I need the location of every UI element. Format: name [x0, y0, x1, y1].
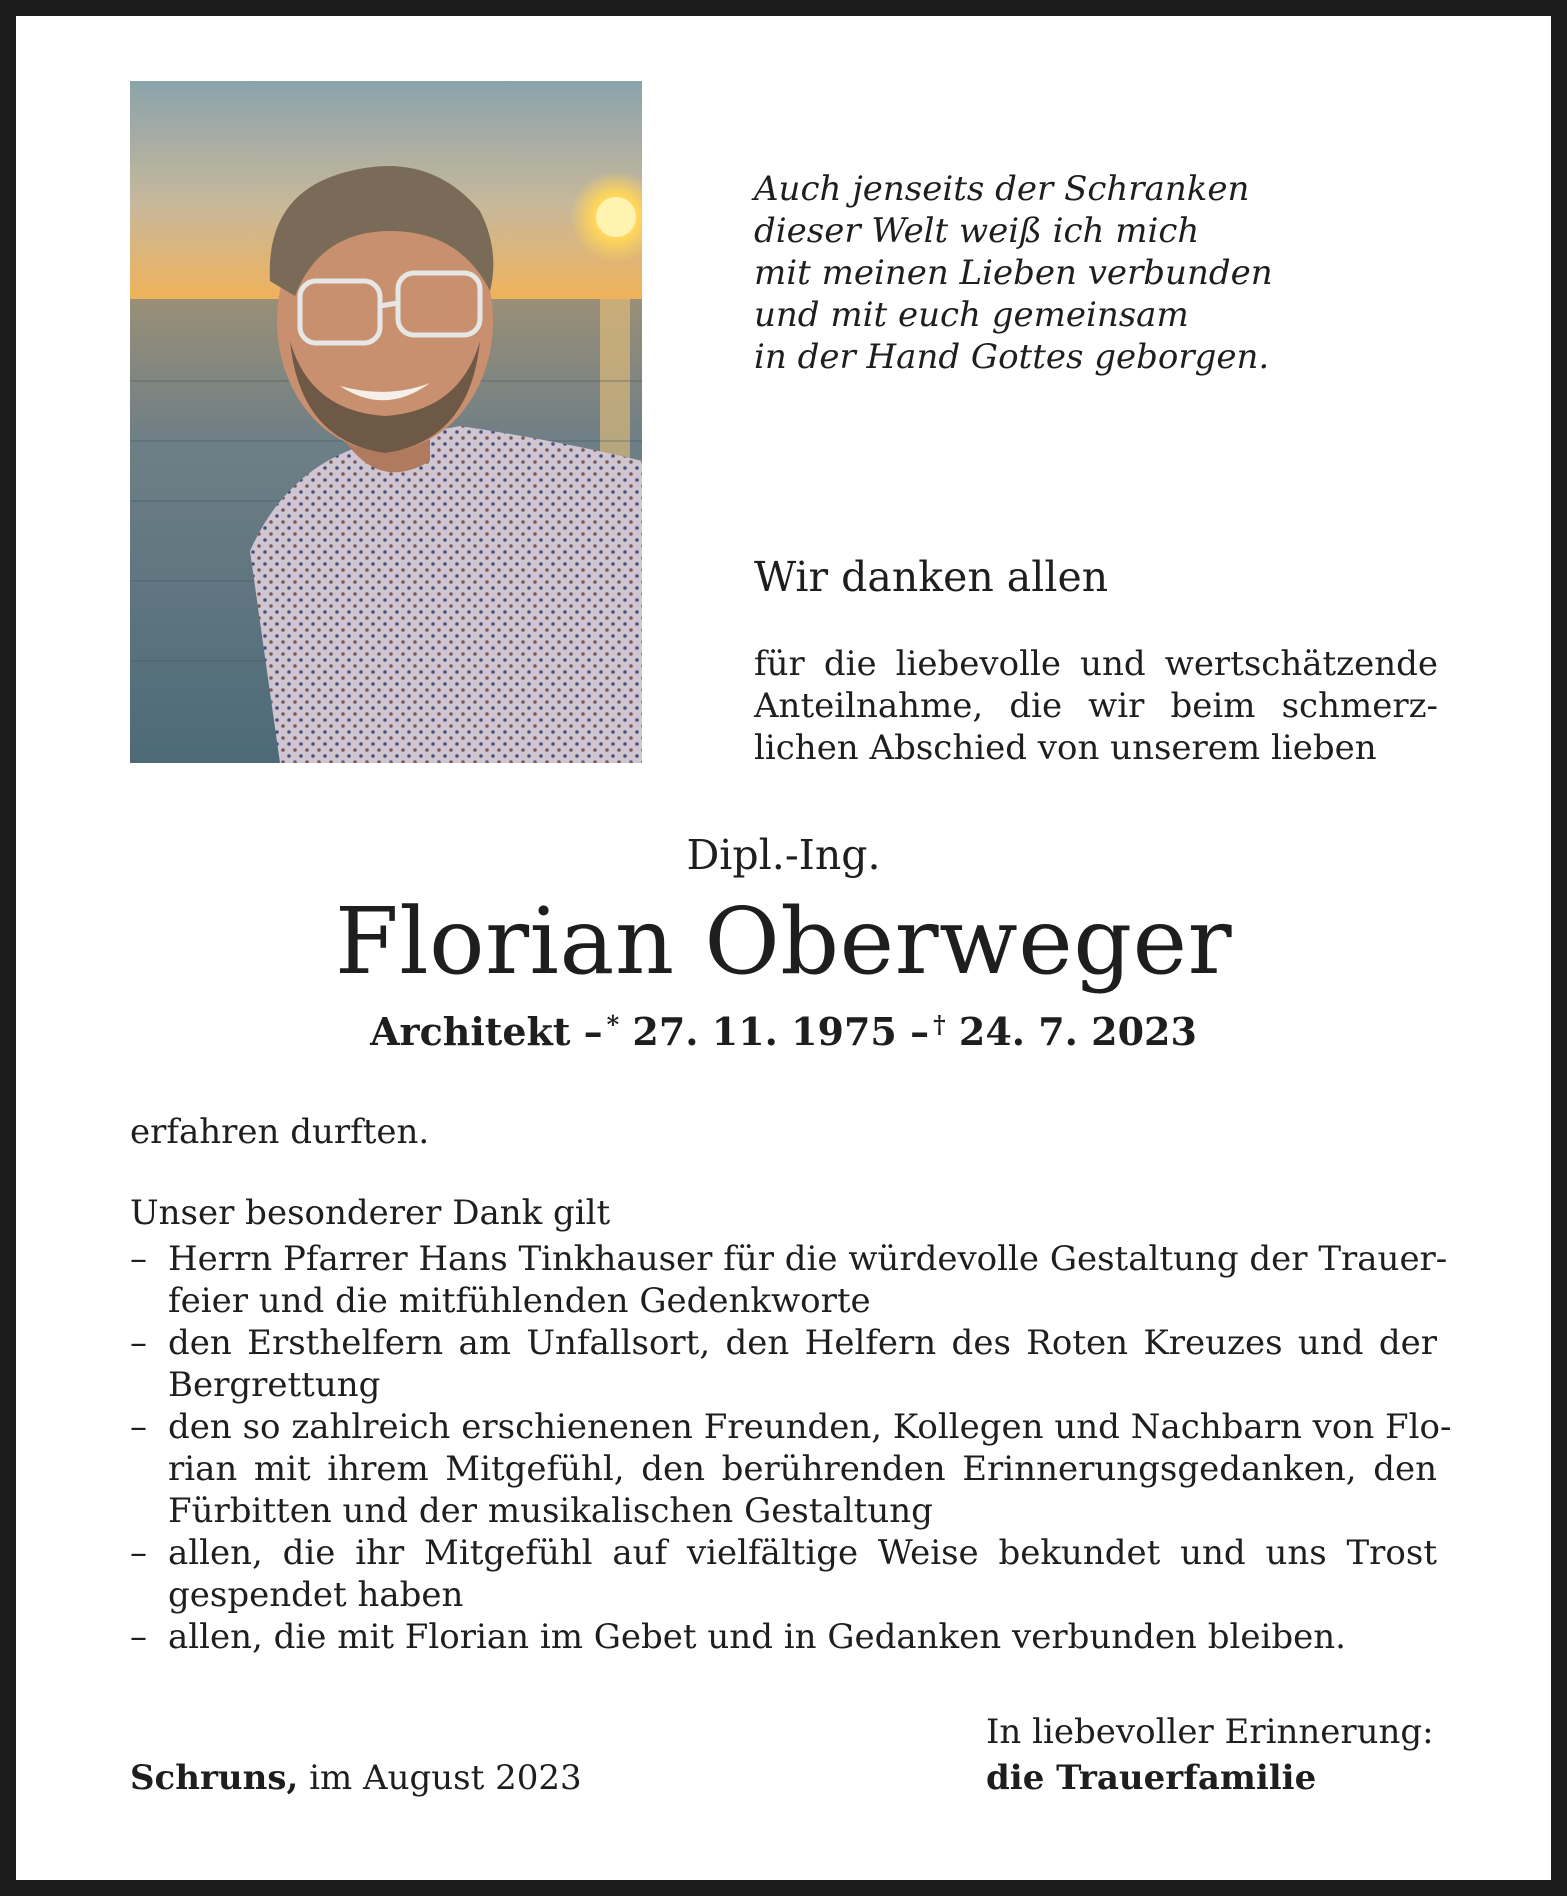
- quote-line: Auch jenseits der Schranken: [754, 169, 1250, 209]
- date: im August 2023: [309, 1758, 582, 1798]
- list-item: [130, 1532, 1437, 1616]
- thanks-line: Anteilnahme, die wir beim schmerz-: [754, 686, 1438, 726]
- remembrance-line: In liebevoller Erinnerung:: [986, 1712, 1434, 1752]
- portrait-image: [130, 81, 642, 763]
- quote-verse: [754, 168, 1454, 378]
- continuation-text: erfahren durften.: [130, 1112, 430, 1152]
- death-date: 24. 7. 2023: [958, 1009, 1197, 1054]
- list-item-line: allen, die mit Florian im Gebet und in Gedanken verbunden bleiben.: [168, 1617, 1346, 1657]
- bullet-dash: –: [130, 1239, 147, 1279]
- closing-signature: [986, 1709, 1434, 1801]
- list-item-line: feier und die mitfühlenden Gedenkworte: [168, 1281, 871, 1321]
- thanks-list: [130, 1238, 1452, 1658]
- bullet-dash: –: [130, 1407, 147, 1447]
- list-item-line: Fürbitten und der musikalischen Gestaltung: [168, 1491, 933, 1531]
- list-item: [130, 1616, 1437, 1658]
- list-item-line: Herrn Pfarrer Hans Tinkhauser für die würdevolle Gestaltung der Trauer-: [168, 1239, 1448, 1279]
- separator-dash: –: [583, 1009, 603, 1054]
- deceased-name: Florian Oberweger: [334, 888, 1233, 995]
- separator-dash: –: [910, 1009, 930, 1054]
- place: Schruns,: [130, 1758, 299, 1798]
- quote-line: mit meinen Lieben verbunden: [754, 253, 1273, 293]
- bullet-dash: –: [130, 1323, 147, 1363]
- list-item: [130, 1406, 1452, 1532]
- list-item: [130, 1322, 1437, 1406]
- thanks-heading: Wir danken allen: [754, 553, 1109, 601]
- bullet-dash: –: [130, 1533, 147, 1573]
- list-item: [130, 1238, 1448, 1322]
- academic-title: Dipl.-Ing.: [686, 831, 881, 879]
- thanks-line: für die liebevolle und wertschätzende: [754, 644, 1438, 684]
- life-dates: [130, 1000, 1437, 1057]
- birth-date: 27. 11. 1975: [632, 1009, 897, 1054]
- list-item-line: den Ersthelfern am Unfallsort, den Helfern des Roten Kreuzes und der: [168, 1323, 1437, 1363]
- profession: Architekt: [370, 1009, 571, 1054]
- birth-symbol: *: [606, 1010, 620, 1039]
- thanks-intro: Unser besonderer Dank gilt: [130, 1193, 611, 1233]
- list-item-line: allen, die ihr Mitgefühl auf vielfältige Weise bekundet und uns Trost: [168, 1533, 1437, 1573]
- thanks-paragraph: [754, 643, 1438, 769]
- quote-line: dieser Welt weiß ich mich: [754, 211, 1200, 251]
- family-signature: die Trauerfamilie: [986, 1758, 1317, 1798]
- deceased-block: [130, 828, 1437, 1057]
- quote-line: in der Hand Gottes geborgen.: [754, 337, 1270, 377]
- list-item-line: rian mit ihrem Mitgefühl, den berührenden Erinnerungsgedanken, den: [168, 1449, 1437, 1489]
- portrait-photo: [130, 81, 642, 763]
- place-date: [130, 1755, 582, 1801]
- bullet-dash: –: [130, 1617, 147, 1657]
- quote-line: und mit euch gemeinsam: [754, 295, 1189, 335]
- thanks-line: lichen Abschied von unserem lieben: [754, 728, 1377, 768]
- list-item-line: Bergrettung: [168, 1365, 381, 1405]
- list-item-line: den so zahlreich erschienenen Freunden, Kollegen und Nachbarn von Flo-: [168, 1407, 1452, 1447]
- death-symbol: †: [933, 1010, 946, 1039]
- list-item-line: gespendet haben: [168, 1575, 464, 1615]
